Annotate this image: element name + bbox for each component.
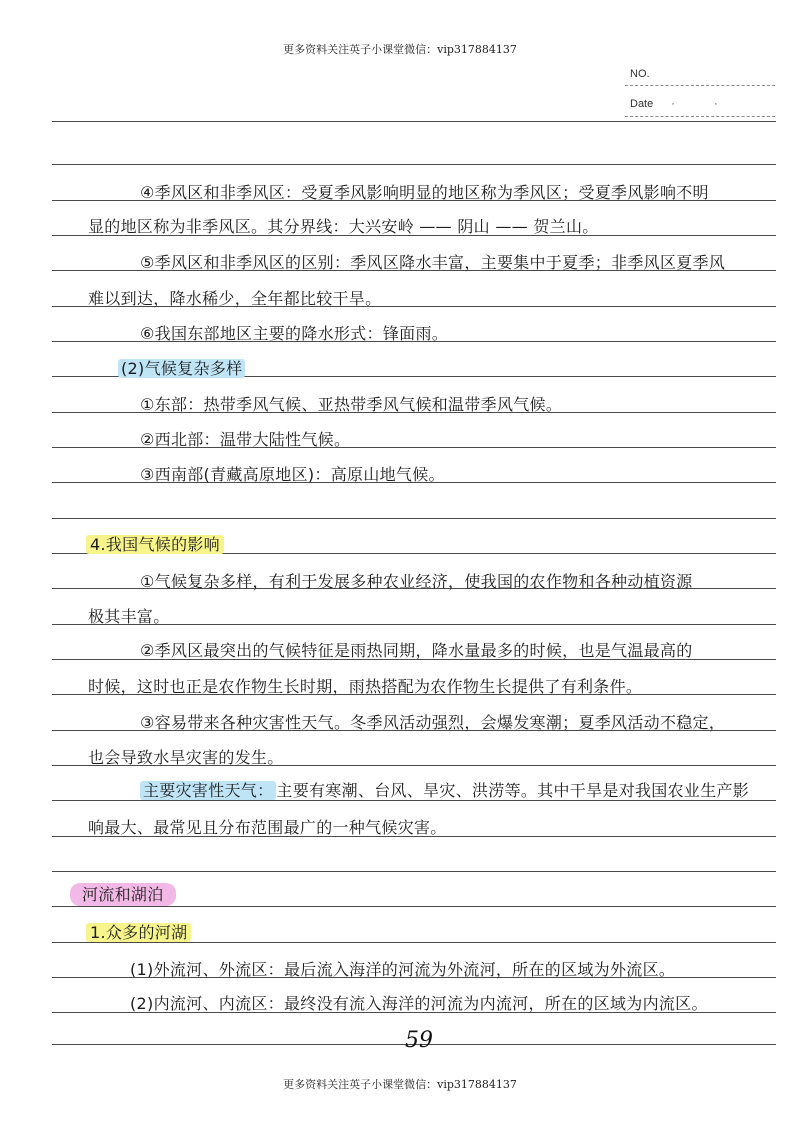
- date-label: [630, 98, 736, 110]
- chapter-heading-text: 河流和湖泊: [70, 883, 176, 906]
- section-heading-text: 1.众多的河湖: [86, 923, 191, 942]
- section-heading-text: 4.我国气候的影响: [86, 535, 224, 554]
- note-line: 时候，这时也正是农作物生长时期，雨热搭配为农作物生长提供了有利条件。: [88, 677, 643, 696]
- note-line: ⑤季风区和非季风区的区别：季风区降水丰富，主要集中于夏季；非季风区夏季风: [140, 253, 726, 272]
- note-line: ③容易带来各种灾害性天气。冬季风活动强烈，会爆发寒潮；夏季风活动不稳定，: [140, 713, 726, 732]
- note-line: (1)外流河、外流区：最后流入海洋的河流为外流河，所在的区域为外流区。: [130, 960, 676, 979]
- no-dotted-line: [625, 85, 775, 86]
- date-dots: · ·: [671, 98, 736, 110]
- note-line: 难以到达，降水稀少，全年都比较干旱。: [88, 289, 382, 308]
- ruled-line: [52, 518, 776, 519]
- note-line: ①东部：热带季风气候、亚热带季风气候和温带季风气候。: [140, 395, 563, 414]
- note-line: ③西南部(青藏高原地区)：高原山地气候。: [140, 465, 445, 484]
- note-line: (2)内流河、内流区：最终没有流入海洋的河流为内流河，所在的区域为内流区。: [130, 994, 708, 1013]
- ruled-line: [52, 906, 776, 907]
- note-line-text: 主要有寒潮、台风、旱灾、洪涝等。其中干旱是对我国农业生产影: [276, 781, 750, 800]
- note-line: 显的地区称为非季风区。其分界线：大兴安岭 —— 阴山 —— 贺兰山。: [88, 217, 599, 236]
- ruled-line: [52, 871, 776, 872]
- date-label-text: Date: [630, 98, 654, 110]
- ruled-line: [52, 121, 776, 122]
- note-line: ④季风区和非季风区：受夏季风影响明显的地区称为季风区；受夏季风影响不明: [140, 183, 709, 202]
- header-note: 更多资料关注英子小课堂微信：vip317884137: [283, 43, 517, 56]
- subheading-text: (2)气候复杂多样: [118, 359, 245, 378]
- footer-note: 更多资料关注英子小课堂微信：vip317884137: [283, 1078, 517, 1091]
- subheading: [118, 356, 245, 379]
- section-heading: [86, 920, 191, 943]
- note-line: ②西北部：温带大陆性气候。: [140, 430, 351, 449]
- note-line: [140, 778, 749, 801]
- no-label: NO.: [630, 68, 650, 80]
- note-line: 也会导致水旱灾害的发生。: [88, 748, 284, 767]
- date-dotted-line: [625, 116, 775, 117]
- note-line: ⑥我国东部地区主要的降水形式：锋面雨。: [140, 324, 449, 343]
- section-heading: [86, 532, 224, 555]
- highlighted-label: 主要灾害性天气：: [140, 781, 276, 800]
- note-line: 极其丰富。: [88, 607, 170, 626]
- ruled-line: [52, 164, 776, 165]
- note-line: 响最大、最常见且分布范围最广的一种气候灾害。: [88, 818, 447, 837]
- note-line: ②季风区最突出的气候特征是雨热同期，降水量最多的时候，也是气温最高的: [140, 641, 693, 660]
- chapter-heading: [70, 882, 176, 905]
- note-line: ①气候复杂多样，有利于发展多种农业经济，使我国的农作物和各种动植资源: [140, 572, 693, 591]
- page-number: 59: [405, 1028, 433, 1053]
